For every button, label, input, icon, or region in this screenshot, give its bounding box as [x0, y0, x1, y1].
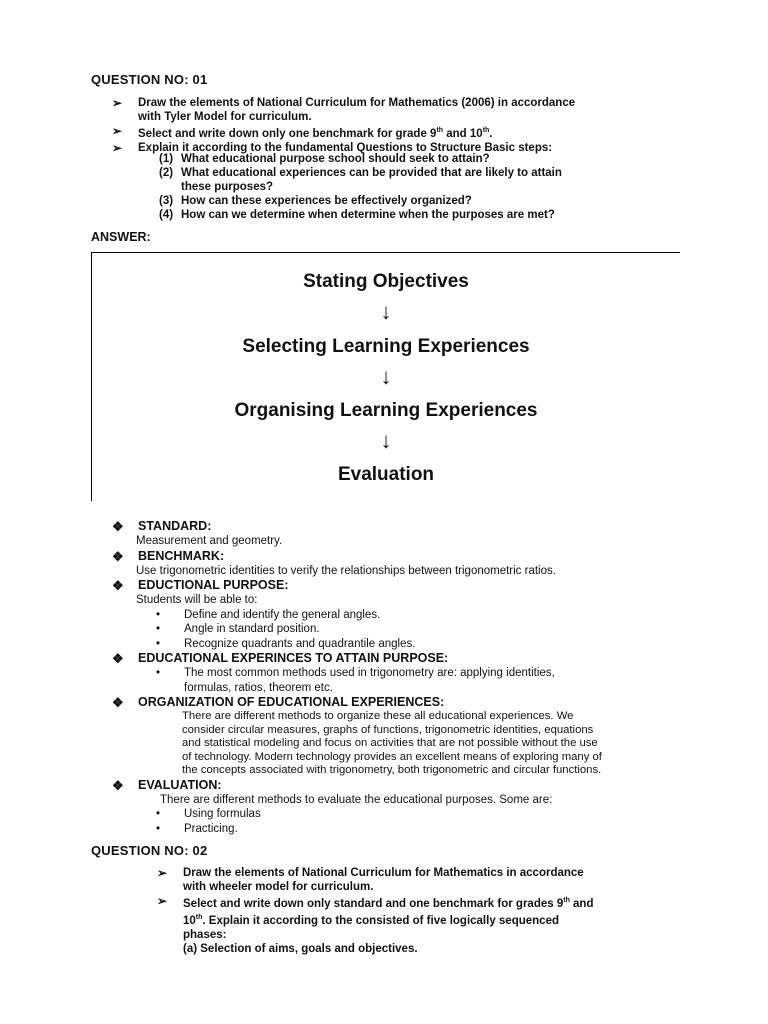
question-2-list: ➢ Draw the elements of National Curriculum for Mathematics in accordance with wheeler model for curriculum. ➢ Select and write down only standard and one benchmark for grades 9th and 10th. Explain it according to the consisted of five logically sequenced phases: (a) Selection of aims, goals and objectives. — [157, 866, 717, 956]
list-item: • The most common methods used in trigonometry are: applying identities, — [156, 667, 555, 679]
flow-step-objectives: Stating Objectives — [303, 271, 469, 292]
flow-step-organising: Organising Learning Experiences — [234, 400, 538, 421]
purpose-bullets — [112, 608, 712, 652]
diamond-bullet-icon: ❖ — [112, 695, 124, 710]
dot-bullet-icon: • — [156, 667, 161, 679]
evaluation-intro: There are different methods to evaluate the educational purposes. Some are: — [160, 793, 553, 806]
question-2-title: QUESTION NO: 02 — [91, 843, 208, 858]
dot-bullet-icon: • — [156, 623, 161, 635]
down-arrow-icon: ↓ — [380, 299, 392, 324]
step-item: these purposes? — [181, 181, 274, 193]
flow-step-selecting: Selecting Learning Experiences — [242, 336, 530, 357]
question-1-item-1: ➢ Draw the elements of National Curriculum for Mathematics (2006) in accordance — [112, 96, 576, 110]
purpose-heading: ❖ EDUCTIONAL PURPOSE: — [112, 578, 289, 593]
purpose-intro: Students will be able to: — [136, 594, 258, 606]
organization-paragraph: There are different methods to organize these all educational experiences. We consider circular measures, graphs of functions, trigonometric identities, equations and statistical modeling and focus on activities that are not possible without the use of technology. Modern technology provides an excellent means of exploring many of the concepts associated with trigonometry, both trigonometric and circular functions. — [182, 710, 602, 777]
step-item: (1) What educational purpose school should seek to attain? — [159, 153, 490, 165]
standard-text: Measurement and geometry. — [136, 535, 283, 547]
diamond-bullet-icon: ❖ — [112, 519, 124, 534]
diamond-bullet-icon: ❖ — [112, 548, 124, 564]
experiences-bullets — [112, 666, 712, 695]
list-item: • Recognize quadrants and quadrantile angles. — [156, 637, 416, 650]
question-2-item-1: ➢ Draw the elements of National Curriculum for Mathematics in accordance — [157, 866, 584, 880]
question-1-item-1-cont: with Tyler Model for curriculum. — [138, 111, 312, 123]
dot-bullet-icon: • — [156, 822, 161, 835]
dot-bullet-icon: • — [156, 608, 161, 621]
arrow-bullet-icon: ➢ — [112, 96, 123, 110]
diamond-bullet-icon: ❖ — [112, 578, 124, 593]
step-item: (4) How can we determine when determine when the purposes are met? — [159, 209, 555, 221]
list-item: • Define and identify the general angles. — [156, 608, 381, 621]
list-item: • Using formulas — [156, 808, 261, 821]
dot-bullet-icon: • — [156, 808, 161, 821]
evaluation-heading: ❖ EVALUATION: — [112, 777, 222, 793]
list-item: • Angle in standard position. — [156, 623, 320, 635]
down-arrow-icon: ↓ — [380, 364, 392, 389]
answer-details — [112, 519, 712, 836]
question-1-steps — [159, 152, 699, 222]
arrow-bullet-icon: ➢ — [157, 866, 168, 880]
list-item-cont: formulas, ratios, theorem etc. — [184, 681, 333, 694]
evaluation-bullets — [112, 807, 712, 836]
answer-label: ANSWER: — [91, 230, 151, 244]
arrow-bullet-icon: ➢ — [157, 894, 168, 908]
experiences-heading: ❖ EDUCATIONAL EXPERINCES TO ATTAIN PURPOSE: — [112, 651, 449, 666]
list-item: • Practicing. — [156, 822, 238, 835]
step-item: (3) How can these experiences be effectively organized? — [159, 195, 472, 207]
question-1-title: QUESTION NO: 01 — [91, 72, 208, 87]
down-arrow-icon: ↓ — [380, 428, 392, 453]
standard-heading: ❖ STANDARD: — [112, 519, 212, 534]
organization-heading: ❖ ORGANIZATION OF EDUCATIONAL EXPERIENCES: — [112, 695, 445, 710]
tyler-model-flowchart — [91, 252, 680, 501]
arrow-bullet-icon: ➢ — [112, 124, 123, 138]
diamond-bullet-icon: ❖ — [112, 651, 124, 666]
benchmark-heading: ❖ BENCHMARK: — [112, 548, 225, 564]
question-1-list — [112, 96, 692, 155]
arrow-bullet-icon: ➢ — [112, 140, 123, 155]
benchmark-text: Use trigonometric identities to verify the relationships between trigonometric ratios. — [136, 564, 556, 577]
question-1-item-2: ➢ Select and write down only one benchmark for grade 9th and 10th. — [112, 124, 493, 140]
question-1-item-3: ➢ Explain it according to the fundamental Questions to Structure Basic steps: — [112, 140, 553, 155]
step-item: (2) What educational experiences can be provided that are likely to attain — [159, 167, 562, 179]
diamond-bullet-icon: ❖ — [112, 777, 124, 793]
dot-bullet-icon: • — [156, 637, 161, 650]
flow-step-evaluation: Evaluation — [337, 464, 435, 485]
question-2-item-2: ➢ Select and write down only standard and one benchmark for grades 9th and — [157, 894, 594, 910]
